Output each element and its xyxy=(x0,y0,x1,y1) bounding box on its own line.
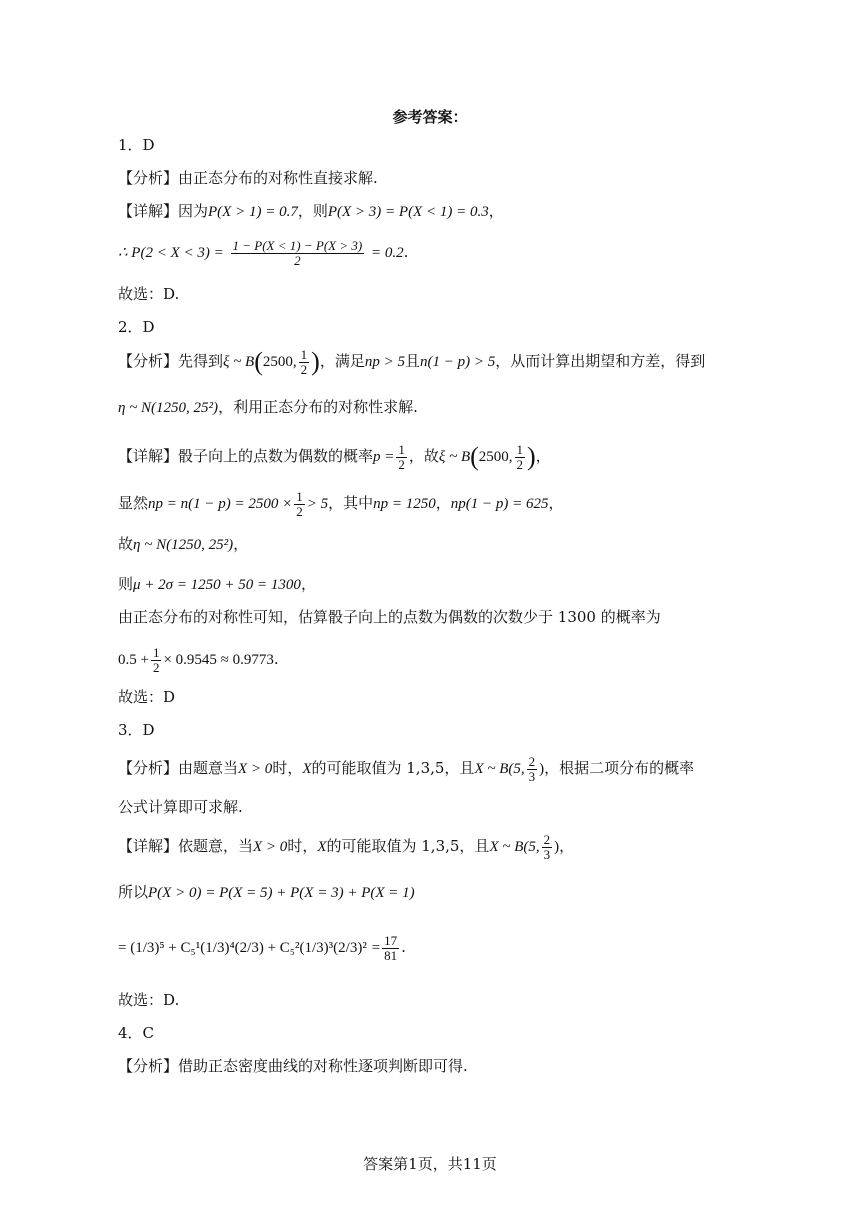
q3-analysis-end: ，根据二项分布的概率 xyxy=(544,759,695,777)
q3-expansion-eq: = (1/3)⁵ + C₅¹(1/3)⁴(2/3) + C₅²(1/3)³(2/3)² xyxy=(118,940,367,956)
q2-symmetry: 由正态分布的对称性可知，估算骰子向上的点数为偶数的次数少于 1300 的概率为 xyxy=(118,608,661,626)
q3-analysis-x: X xyxy=(302,761,312,777)
q2-estimate xyxy=(118,642,279,677)
q1-calc-num: 1 − P(X < 1) − P(X > 3) xyxy=(232,237,363,253)
q4-number: 4．C xyxy=(118,1024,155,1042)
q2-evident-mid: ，其中 xyxy=(328,494,374,512)
q2-therefore-eta: η ~ N(1250, 25²) xyxy=(133,537,234,553)
q1-detail-mid: ，则 xyxy=(297,202,328,220)
page-footer: 答案第1页，共11页 xyxy=(363,1155,497,1173)
q1-detail xyxy=(118,200,504,223)
q2-detail-2500: 2500, xyxy=(478,449,513,465)
q3-detail-mid1: 时， xyxy=(287,837,318,855)
page-title: 参考答案： xyxy=(392,108,468,126)
q2-therefore-prefix: 故 xyxy=(118,535,134,553)
q3-analysis-mid2: 的可能取值为 1,3,5，且 xyxy=(311,759,475,777)
q2-evident xyxy=(118,486,564,521)
q2-analysis-end: ，从而计算出期望和方差，得到 xyxy=(495,352,706,370)
q2-mu-eq: μ + 2σ = 1250 + 50 = 1300 xyxy=(133,577,301,593)
q1-calc xyxy=(118,236,408,269)
q2-estimate-end: . xyxy=(273,650,279,668)
q2-estimate-half-den: 2 xyxy=(152,659,160,675)
q2-estimate-half-num: 1 xyxy=(152,644,160,660)
q3-detail-x: X xyxy=(317,839,327,855)
q2-evident-gt: > 5 xyxy=(306,496,329,512)
q2-evident-eq: np = n(1 − p) = 2500 × xyxy=(148,496,293,512)
q2-evident-n1p: np(1 − p) = 625 xyxy=(450,496,549,512)
q2-analysis-half-den: 2 xyxy=(300,361,308,377)
q2-detail-half2 xyxy=(515,443,526,472)
q3-expansion-result xyxy=(382,934,399,963)
q3-expansion-eq-sign: = xyxy=(371,940,381,956)
q3-expansion-end: . xyxy=(401,938,406,956)
q2-detail-xi: ξ ~ B xyxy=(438,449,471,465)
q2-analysis-and: 且 xyxy=(404,352,420,370)
q3-analysis-prefix: 【分析】由题意当 xyxy=(118,759,239,777)
q2-analysis-lparen: ( xyxy=(254,347,263,376)
q2-detail-half xyxy=(396,443,407,472)
q3-detail xyxy=(118,829,574,864)
q3-answer: 故选：D. xyxy=(118,991,180,1009)
q3-analysis-mid1: 时， xyxy=(272,759,303,777)
q3-analysis-frac-num: 2 xyxy=(528,753,536,769)
q1-number: 1．D xyxy=(118,136,155,154)
q2-detail-end: ， xyxy=(535,447,551,465)
q2-mu xyxy=(118,573,316,596)
q1-calc-den: 2 xyxy=(231,253,365,268)
q2-detail-lparen: ( xyxy=(470,442,479,471)
q2-analysis-rparen: ) xyxy=(311,347,320,376)
q2-analysis-2500: 2500, xyxy=(262,354,297,370)
q2-mu-prefix: 则 xyxy=(118,575,134,593)
q4-analysis: 【分析】借助正态密度曲线的对称性逐项判断即可得. xyxy=(118,1057,468,1075)
q2-estimate-pre: 0.5 + xyxy=(118,652,149,668)
q2-analysis-mid: ，满足 xyxy=(319,352,365,370)
q2-evident-half xyxy=(294,490,305,519)
q2-detail-p: p = xyxy=(373,449,395,465)
q2-detail-half2-num: 1 xyxy=(516,441,524,457)
q2-mu-end: ， xyxy=(300,575,316,593)
q2-analysis-n1p: n(1 − p) > 5 xyxy=(419,354,496,370)
q2-analysis-prefix: 【分析】先得到 xyxy=(118,352,224,370)
q1-calc-end: . xyxy=(403,243,409,261)
q2-therefore-end: ， xyxy=(233,535,249,553)
q2-detail-half-den: 2 xyxy=(398,456,405,472)
q2-analysis-line2-end: ，利用正态分布的对称性求解. xyxy=(218,398,418,416)
q1-answer: 故选：D. xyxy=(118,285,180,303)
q3-detail-close: ) xyxy=(554,839,560,855)
q3-analysis-frac-den: 3 xyxy=(528,768,536,784)
q2-analysis-xi: ξ ~ B xyxy=(223,354,255,370)
q3-number: 3．D xyxy=(118,721,155,739)
q2-evident-prefix: 显然 xyxy=(118,494,149,512)
q3-analysis-x0: X > 0 xyxy=(238,761,273,777)
q3-detail-prefix: 【详解】依题意，当 xyxy=(118,837,254,855)
q2-answer: 故选：D xyxy=(118,688,176,706)
q3-detail-x0: X > 0 xyxy=(253,839,288,855)
q3-expansion xyxy=(118,928,406,967)
q1-detail-prefix: 【详解】因为 xyxy=(118,202,209,220)
q2-detail-half2-den: 2 xyxy=(516,456,524,472)
q1-detail-eq1: P(X > 1) = 0.7 xyxy=(208,204,298,220)
q3-analysis-line2: 公式计算即可求解. xyxy=(118,798,243,816)
q2-detail-prefix: 【详解】骰子向上的点数为偶数的概率 xyxy=(118,447,374,465)
q2-detail-rparen: ) xyxy=(527,442,536,471)
q2-analysis-half xyxy=(299,348,310,377)
q1-analysis: 【分析】由正态分布的对称性直接求解. xyxy=(118,169,378,187)
q2-number: 2．D xyxy=(118,318,155,336)
q2-evident-np: np = 1250 xyxy=(373,496,436,512)
q3-detail-mid2: 的可能取值为 1,3,5，且 xyxy=(326,837,490,855)
q1-calc-rhs: = 0.2 xyxy=(370,245,404,261)
q1-detail-end: ， xyxy=(488,202,504,220)
q2-estimate-half xyxy=(151,646,162,675)
q3-sum-prefix: 所以 xyxy=(118,883,149,901)
q3-expansion-result-num: 17 xyxy=(384,932,398,948)
q2-analysis-line2 xyxy=(118,396,418,419)
q3-analysis-b: X ~ B(5, xyxy=(474,761,525,777)
q2-therefore xyxy=(118,533,248,556)
q2-detail-half-num: 1 xyxy=(398,441,405,457)
q3-detail-frac-den: 3 xyxy=(543,846,551,862)
q2-detail-mid: ，故 xyxy=(408,447,439,465)
q2-analysis-half-num: 1 xyxy=(300,346,308,362)
q2-detail xyxy=(118,439,551,474)
q2-evident-end: ， xyxy=(548,494,564,512)
q2-analysis-np: np > 5 xyxy=(364,354,405,370)
q1-calc-lhs: ∴ P(2 < X < 3) = xyxy=(118,245,224,261)
q2-evident-half-num: 1 xyxy=(296,488,303,504)
q3-analysis xyxy=(118,751,694,786)
q2-evident-comma: ， xyxy=(435,494,451,512)
q1-detail-eq2: P(X > 3) = P(X < 1) = 0.3 xyxy=(327,204,489,220)
q1-calc-fraction xyxy=(231,239,365,268)
q2-estimate-post: × 0.9545 ≈ 0.9773 xyxy=(163,652,274,668)
q3-sum-eq: P(X > 0) = P(X = 5) + P(X = 3) + P(X = 1) xyxy=(148,885,415,901)
q2-evident-half-den: 2 xyxy=(296,503,303,519)
q3-detail-frac xyxy=(542,833,553,862)
q2-analysis xyxy=(118,344,705,379)
q3-analysis-frac xyxy=(527,755,538,784)
q3-sum xyxy=(118,881,415,904)
q2-analysis-eta: η ~ N(1250, 25²) xyxy=(118,400,219,416)
q3-analysis-close: ) xyxy=(539,761,545,777)
q3-expansion-result-den: 81 xyxy=(384,947,398,963)
q3-detail-frac-num: 2 xyxy=(543,831,551,847)
q3-detail-end: ， xyxy=(559,837,575,855)
q3-detail-b: X ~ B(5, xyxy=(489,839,540,855)
